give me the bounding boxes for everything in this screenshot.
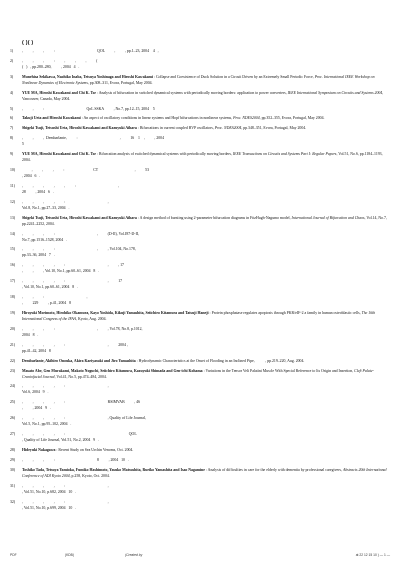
reference-item xyxy=(10,58,388,70)
reference-item xyxy=(10,294,388,306)
reference-authors: Takuji Ueta and Hiroshi Kawakami xyxy=(22,116,81,121)
reference-text xyxy=(22,135,388,147)
reference-number: 18) xyxy=(10,295,16,300)
reference-text xyxy=(22,326,388,338)
reference-details: , pp.348–351, Evora, Portugal, May 2004. xyxy=(241,126,307,131)
reference-body: : Recent Study on Sea Urchin Venoms, Oct. 2004. xyxy=(55,448,134,453)
section-heading: ( )( ) xyxy=(22,40,34,46)
reference-details: , pp.308–311, Evora, Portugal, May 2004. xyxy=(87,80,153,85)
reference-venue: IEEE International Symposium on Circuits and Systems 2004 xyxy=(287,90,383,95)
reference-body: , , , , : , , 17 , , , Vol.10, No.1, pp.60–61, 2004 8 . xyxy=(22,263,124,274)
reference-number: 1) xyxy=(10,49,14,53)
reference-body: : Protein phosphatase regulates apoptosis through PKR/eIF-2 a family in human osteoblastic cells, xyxy=(208,311,362,316)
reference-body: , , , : CT , 53 , 2004 6 . xyxy=(22,168,149,179)
reference-text xyxy=(22,310,388,322)
reference-authors: Hideyuki Nakagawa xyxy=(22,448,56,453)
reference-item xyxy=(10,431,388,443)
reference-item xyxy=(10,231,388,243)
reference-details: , Kyoto, Aug. 2004. xyxy=(76,317,107,322)
reference-number: 24) xyxy=(10,384,16,389)
reference-text xyxy=(22,399,388,411)
reference-text xyxy=(22,278,388,290)
reference-authors: Hiroyuki Morimoto, Hirohiko Okamura, Kayo Yoshida, Kikuji Yamashita, Seiichiro Kitamura and Tatsuji Haneji xyxy=(22,311,209,316)
reference-number: 8) xyxy=(10,136,14,141)
reference-item xyxy=(10,246,388,258)
reference-text xyxy=(22,215,388,227)
reference-item xyxy=(10,457,388,463)
reference-number: 2) xyxy=(10,58,14,63)
reference-details: , Vol.51, No.6, pp.1184–1193, 2004. xyxy=(22,152,384,163)
reference-number: 14) xyxy=(10,231,16,236)
reference-number: 19) xyxy=(10,311,16,316)
reference-item xyxy=(10,135,388,147)
reference-body: , , , : , , Vol.78, No.8, p.1012, 2004 8 . xyxy=(22,326,143,337)
footer-pdf-label: PDF xyxy=(10,553,17,557)
reference-authors: Dembarlante, Akihiro Onouka, Akira Kariyasuki and Jiro Yamashita xyxy=(22,358,136,363)
reference-body: : Analysis of difficulties in care for the elderly with dementia by professional caregivers, xyxy=(204,467,343,472)
reference-number: 15) xyxy=(10,247,16,252)
reference-authors: Shigeki Tsuji, Tetsushi Ueta, Hiroshi Kawakami and Kazuyuki Aihara xyxy=(22,215,137,220)
footer-kdb-label: (KDB) xyxy=(65,553,74,557)
reference-body: , , , , : , , Vol.51, No.10, p.682, 2004 10 . xyxy=(22,483,109,494)
reference-text xyxy=(22,262,388,274)
reference-number: 31) xyxy=(10,483,16,488)
reference-item xyxy=(10,183,388,195)
reference-number: 22) xyxy=(10,358,16,363)
reference-body: : A design method of bursting using 2-parameter bifurcation diagrams in FitzHugh-Nagumo model, xyxy=(136,215,292,220)
reference-item xyxy=(10,383,388,395)
reference-body: : An aspect of oscillatory conditions in linear systems and Hopf bifurcations in nonlinear systems, xyxy=(80,116,234,121)
reference-text xyxy=(22,74,388,86)
reference-number: 32) xyxy=(10,499,16,504)
reference-number: 27) xyxy=(10,432,16,437)
reference-number: 29) xyxy=(10,457,16,462)
reference-body: , , , , : RSIMVAB , 46 , , 2004 9 . xyxy=(22,400,141,411)
reference-body: , , , , , : , 28 , 2004 6 . xyxy=(22,183,120,194)
reference-number: 25) xyxy=(10,400,16,405)
reference-number: 7) xyxy=(10,126,14,131)
reference-number: 6) xyxy=(10,116,14,121)
reference-text xyxy=(22,342,388,354)
reference-item xyxy=(10,326,388,338)
reference-venue: Proc. NDES2004 xyxy=(214,126,242,131)
reference-body: , , , : 8 , 2004 10 . xyxy=(22,457,129,462)
reference-authors: YUE MA, Hiroshi Kawakami and Chi K. Tse xyxy=(22,90,96,95)
reference-item xyxy=(10,215,388,227)
reference-item xyxy=(10,278,388,290)
reference-text xyxy=(22,58,388,70)
reference-body: : Bifurcations in current coupled BVP oscillators, xyxy=(136,126,215,131)
reference-number: 21) xyxy=(10,342,16,347)
reference-body: : Hydrodynamic Characteristics at the Onset of Flooding in an Inclined Pipe, xyxy=(135,358,256,363)
reference-body: : Analysis of bifurcation in switched dynamical systems with periodically moving borders: application to power converters, xyxy=(95,90,288,95)
reference-text xyxy=(22,167,388,179)
reference-body: : Variations in the Tensor Veli Palatini Muscle With Special Reference to Its Origin and Insertion, xyxy=(202,368,355,373)
reference-number: 11) xyxy=(10,183,15,188)
reference-body: , , , , : , Vol.6, 2004 9 . xyxy=(22,384,109,395)
reference-number: 13) xyxy=(10,215,16,220)
reference-number: 4) xyxy=(10,90,14,95)
reference-text xyxy=(22,151,388,163)
reference-item xyxy=(10,399,388,411)
reference-body: , , : QoL SSKA , No.7, pp.12–15, 2004 5 xyxy=(22,106,155,111)
reference-venue: Cleft Palate-Craniofacial Journal xyxy=(22,368,374,379)
reference-body: , , , : , (D-II), Vol.J87-D-II, No.7, pp.1516–1528, 2004 . xyxy=(22,231,140,242)
reference-item xyxy=(10,447,388,453)
reference-item xyxy=(10,90,388,102)
reference-number: 12) xyxy=(10,199,16,204)
reference-item xyxy=(10,467,388,479)
reference-details: , Vol.41, No.5, pp.474–484, 2004. xyxy=(54,374,107,379)
reference-item xyxy=(10,48,388,54)
reference-authors: Munehisa Sekikawa, Naohiko Inaba, Tetsuya Yoshinaga and Hiroshi Kawakami xyxy=(22,74,153,79)
reference-item xyxy=(10,167,388,179)
reference-text xyxy=(22,115,388,121)
reference-item xyxy=(10,115,388,121)
reference-number: 26) xyxy=(10,416,16,421)
reference-number: 5) xyxy=(10,106,14,111)
reference-body: , , , , : , 2004 , pp.41–42, 2004 8 xyxy=(22,342,128,353)
reference-venue: IEEE Transactions on Circuits and Systems Part I: Regular Papers xyxy=(232,152,337,157)
reference-venue: Abstracts 20th International Conference of ADI Kyoto 2004 xyxy=(22,467,388,478)
reference-details: , p.258, Kyoto, Oct. 2004. xyxy=(69,473,110,478)
reference-venue: International Journal of Bifurcation and Chaos xyxy=(291,215,365,220)
reference-text xyxy=(22,48,388,54)
reference-text xyxy=(22,358,388,364)
reference-text xyxy=(22,294,388,306)
reference-body: : Bifurcation analysis of switched dynamical systems with periodically moving borders, xyxy=(95,152,233,157)
reference-text xyxy=(22,183,388,195)
reference-text xyxy=(22,447,388,453)
reference-body: : Collapse and Coexistence of Duck Solution in a Circuit Driven by an Extremely Small Periodic Force, xyxy=(152,74,315,79)
reference-venue: The 16th International Congress of the IFAA xyxy=(22,311,377,322)
reference-text xyxy=(22,431,388,443)
reference-venue: Proc. NDES2004 xyxy=(233,116,260,121)
reference-number: 28) xyxy=(10,448,16,453)
reference-number: 17) xyxy=(10,279,16,284)
reference-details: , Vancouver, Canada, May 2004. xyxy=(22,90,385,101)
reference-text xyxy=(22,231,388,243)
reference-body: , , , : QOL , , pp.1–23, 2004 4 , xyxy=(22,49,159,53)
reference-item xyxy=(10,106,388,112)
reference-body: , , , : , , , ( ( ) , pp.280–280, , 2004 4 . xyxy=(22,58,98,69)
reference-text xyxy=(22,467,388,479)
reference-body: , , , , : , Quality of Life Journal, Vol.5, No.1, pp.95–102, 2004 . xyxy=(22,416,146,427)
reference-body: , , , , : QOL , Quality of Life Journal, Vol.51, No.2, 2004 9 . xyxy=(22,432,137,443)
reference-text xyxy=(22,246,388,258)
reference-body: , , , : , , Vol.104, No.178, pp.33–36, 2004 7 . xyxy=(22,247,136,258)
reference-list xyxy=(10,48,388,515)
reference-item xyxy=(10,125,388,131)
reference-item xyxy=(10,310,388,322)
reference-text xyxy=(22,499,388,511)
reference-item xyxy=(10,151,388,163)
reference-item xyxy=(10,499,388,511)
reference-item xyxy=(10,74,388,86)
reference-details: , pp.219–220, Aug. 2004. xyxy=(255,358,305,363)
reference-number: 9) xyxy=(10,152,14,157)
reference-number: 3) xyxy=(10,74,14,79)
reference-text xyxy=(22,125,388,131)
reference-details: , pp.352–355, Evora, Portugal, May 2004. xyxy=(259,116,325,121)
reference-text xyxy=(22,368,388,380)
reference-number: 23) xyxy=(10,368,16,373)
reference-item xyxy=(10,358,388,364)
reference-item xyxy=(10,199,388,211)
reference-text xyxy=(22,457,388,463)
reference-authors: Masato Abe, Gen Murakami, Makoto Noguchi, Seiichiro Kitamura, Kazuyuki Shimada and Gen-ichi Kohama xyxy=(22,368,203,373)
reference-item xyxy=(10,415,388,427)
reference-number: 10) xyxy=(10,168,16,173)
page-footer xyxy=(10,551,390,559)
reference-number: 16) xyxy=(10,263,16,268)
reference-body: , , , , : , 17 , Vol.10, No.1, pp.60–61, 2004 8 . xyxy=(22,279,123,290)
reference-item xyxy=(10,342,388,354)
reference-text xyxy=(22,415,388,427)
footer-date-page: at 22 12 15 10 ) — 1 — xyxy=(355,553,390,557)
reference-text xyxy=(22,90,388,102)
reference-authors: Toshiko Tada, Tetsuya Yamioka, Fumiko Hashimoto, Yasuko Matsushita, Ruriko Yamashita and Isao Nagamine xyxy=(22,467,205,472)
reference-number: 20) xyxy=(10,326,16,331)
reference-details: , Vol.14, No.7, pp.2241–2252, 2004. xyxy=(22,215,388,226)
reference-text xyxy=(22,483,388,495)
reference-number: 30) xyxy=(10,467,16,472)
reference-item xyxy=(10,483,388,495)
reference-authors: YUE MA, Hiroshi Kawakami and Chi K. Tse xyxy=(22,152,96,157)
reference-text xyxy=(22,106,388,112)
reference-body: , , , Dembarlante, : , 16 1 , , 2004 5 xyxy=(22,136,164,147)
reference-authors: Shigeki Tsuji, Tetsushi Ueta, Hiroshi Kawakami and Kazuyuki Aihara xyxy=(22,126,137,131)
reference-text xyxy=(22,383,388,395)
reference-body: , , , , : , , Vol.51, No.10, p.699, 2004 10 . xyxy=(22,499,109,510)
reference-body: , , , , : , Vol.8, No.1, pp.27–33, 2004 . xyxy=(22,199,109,210)
reference-item xyxy=(10,262,388,274)
reference-body: , , : , , 229 , p.41, 2004 8 xyxy=(22,295,88,306)
reference-item xyxy=(10,368,388,380)
reference-text xyxy=(22,199,388,211)
footer-created-by: (Created by xyxy=(125,553,143,557)
reference-venue: Proc. International IEEE Workshop on Nonlinear Dynamics of Electronic Systems xyxy=(22,74,376,85)
